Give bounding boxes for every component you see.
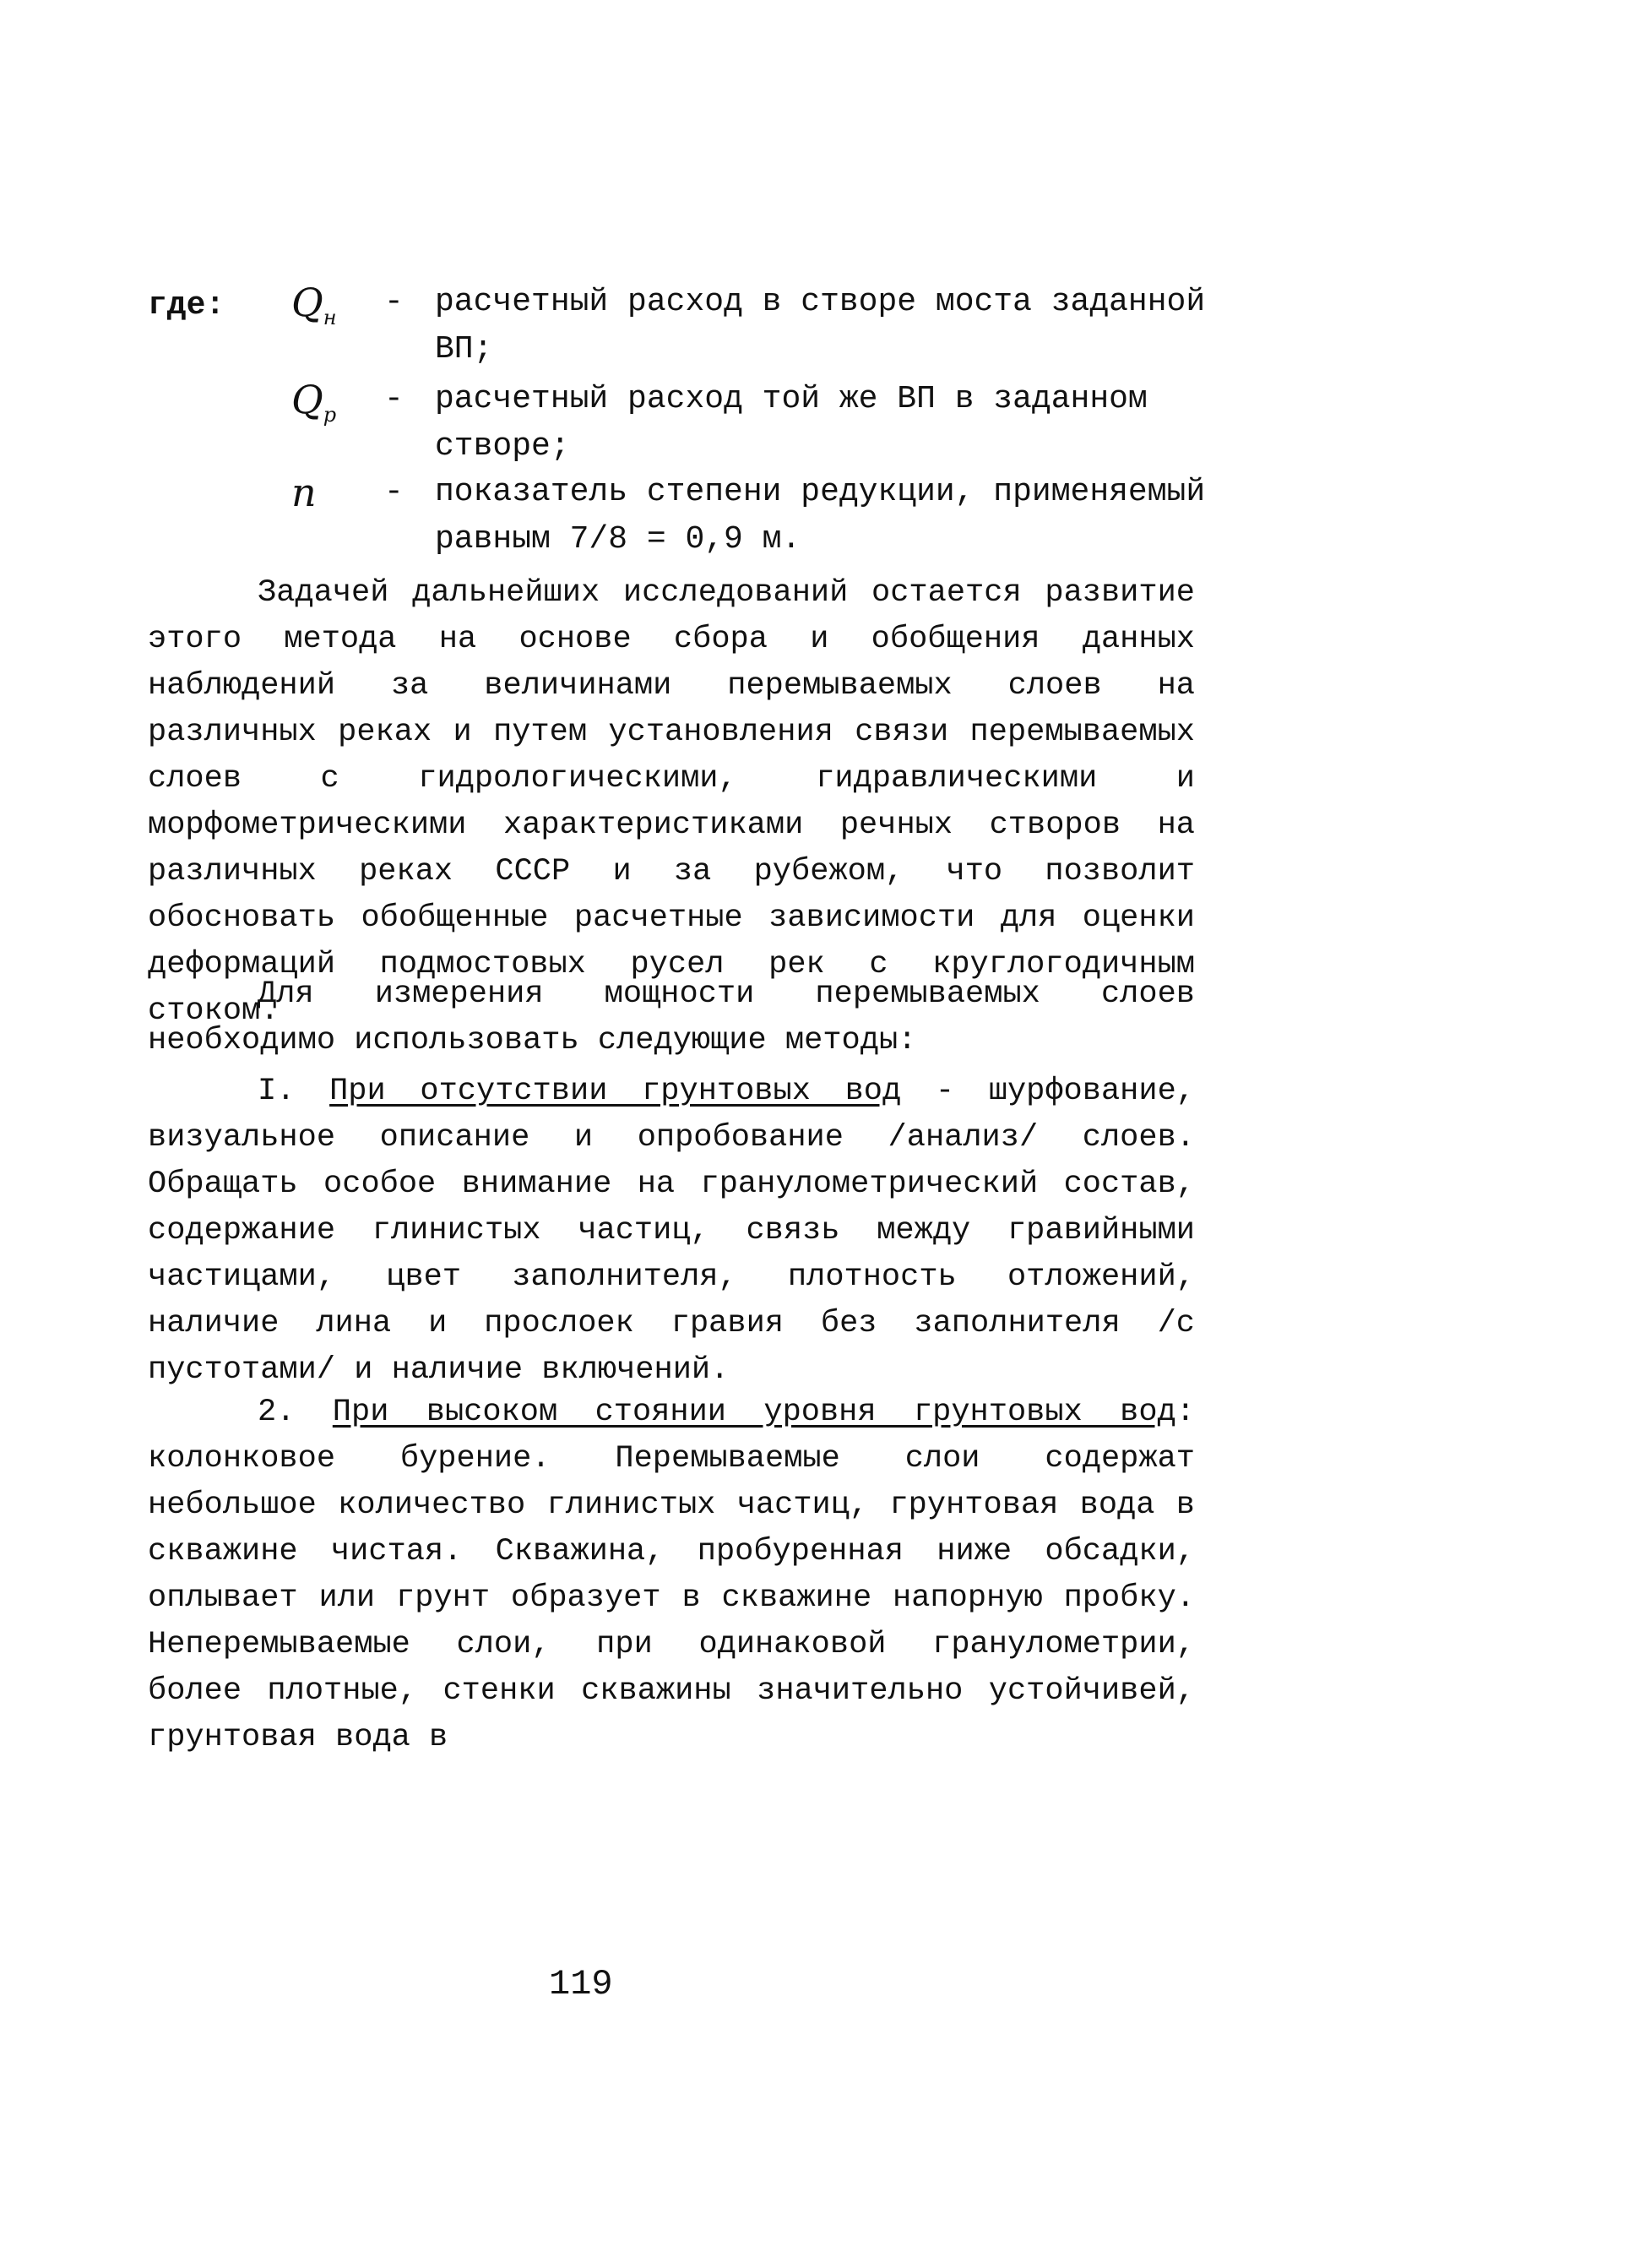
method-2-text: : колонковое бурение. Перемываемые слои содержат небольшое количество глинистых частиц, грунтовая вода в скважине чистая. Скважина, пробуренная ниже обсадки, оплывает или грунт образует в скважине напорную пробку. Неперемываемые слои, при одинаковой гранулометрии, более плотные, стенки скважины значительно устойчивей, грунтовая вода в (148, 1395, 1195, 1755)
paragraph-research-goals: Задачей дальнейших исследований остается развитие этого метода на основе сбора и обобщения данных наблюдений за величинами перемываемых слоев на различных реках и путем установления связи перемываемых слоев с гидрологическими, гидравлическими и морфометрическими характеристиками речных створов на различных реках СССР и за рубежом, что позволит обосновать обобщенные расчетные зависимости для оценки деформаций подмостовых русел рек с круглогодичным стоком. (148, 575, 1195, 1029)
definition-dash: - (384, 474, 404, 510)
method-2-heading: При высоком стоянии уровня грунтовых вод (332, 1395, 1176, 1430)
page-number: 119 (549, 1964, 613, 2004)
paragraph-method-2 (148, 1390, 1195, 1761)
definition-text: расчетный расход той же ВП в заданном створе; (435, 381, 1148, 465)
symbol-q-p: $Q_р$ (291, 377, 337, 427)
method-2-number: 2. (258, 1395, 296, 1430)
definition-text: показатель степени редукции, применяемый равным 7/8 = 0,9 м. (435, 474, 1206, 557)
definition-text: расчетный расход в створе моста заданной ВП; (435, 284, 1206, 367)
definitions-label: где: (148, 287, 225, 324)
paragraph-methods-intro: Для измерения мощности перемываемых слоев необходимо использовать следующие методы: (148, 976, 1195, 1058)
method-1-heading: При отсутствии грунтовых вод (329, 1074, 902, 1109)
definition-dash: - (384, 284, 404, 320)
method-1-number: I. (258, 1074, 296, 1109)
definition-dash: - (384, 381, 404, 417)
symbol-n: n (291, 470, 317, 515)
paragraph-method-1 (148, 1069, 1195, 1394)
symbol-q-n: $Q_н$ (291, 280, 337, 330)
method-1-text: - шурфование, визуальное описание и опробование /анализ/ слоев. Обращать особое внимание на гранулометрический состав, содержание глинистых частиц, связь между гравийными частицами, цвет заполнителя, плотность отложений, наличие лина и прослоек гравия без заполнителя /с пустотами/ и наличие включений. (148, 1074, 1195, 1388)
